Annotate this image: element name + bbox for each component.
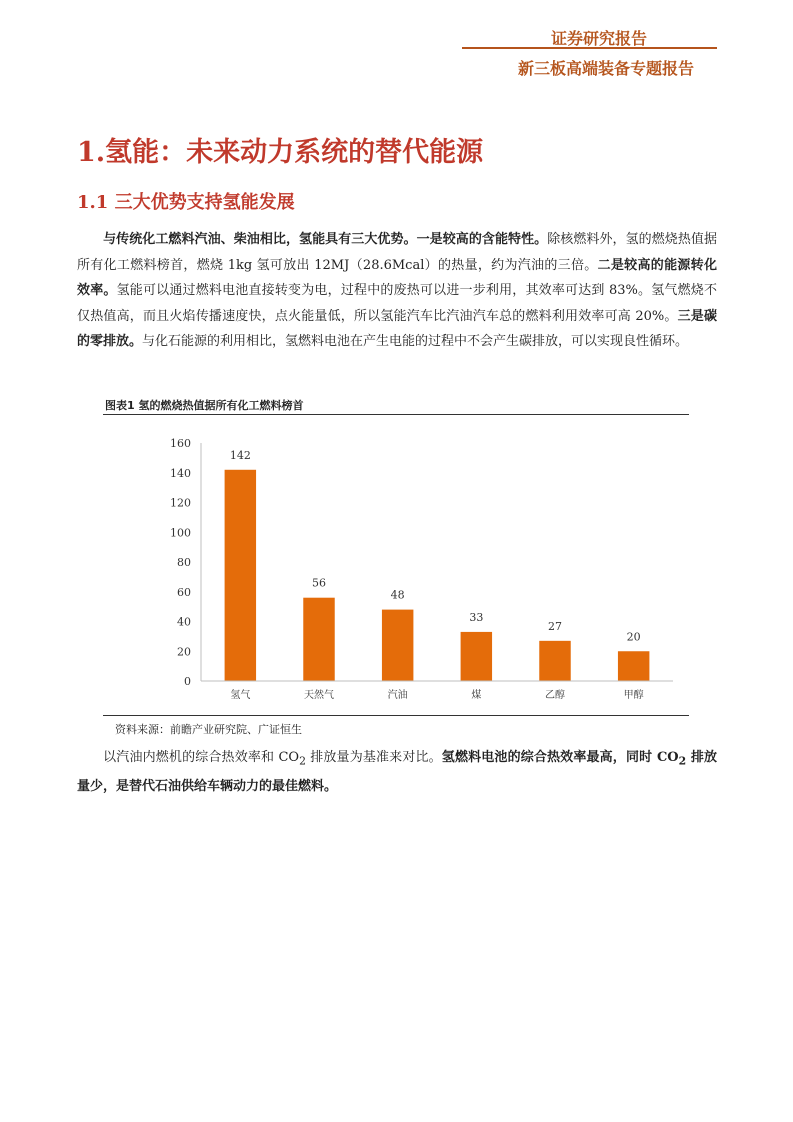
- bar-data-label: 27: [548, 619, 562, 633]
- bar-series: [225, 449, 650, 681]
- y-tick-label: 100: [170, 526, 191, 540]
- advantage-1-text: 除核燃料外，氢的燃烧热值据所有化工燃料榜首，燃烧 1kg 氢可放出 12MJ（28.6Mcal）的热量，约为汽油的三倍。: [77, 232, 717, 273]
- advantage-3-heading: 三是碳的零排放。: [77, 308, 717, 349]
- report-series: 新三板高端装备专题报告: [517, 59, 694, 78]
- co2-subscript-2: 2: [678, 754, 687, 768]
- advantage-2-heading: 二是较高的能源转化效率。: [77, 257, 717, 298]
- report-type: 证券研究报告: [550, 29, 647, 48]
- bar-data-label: 33: [469, 610, 484, 624]
- x-category-label: 乙醇: [545, 690, 565, 701]
- bar-data-label: 56: [312, 576, 326, 590]
- x-category-label: 汽油: [387, 690, 408, 701]
- x-category-label: 氢气: [230, 690, 251, 701]
- comparison-text-2: 排放量为基准来对比。: [305, 750, 442, 765]
- comparison-conclusion-1: 氢燃料电池的综合热效率最高，同时 CO: [441, 750, 679, 765]
- co2-subscript-1: 2: [299, 754, 306, 768]
- y-tick-label: 140: [170, 466, 191, 480]
- x-category-label: 甲醇: [623, 690, 644, 701]
- bar: [225, 470, 256, 681]
- advantage-2-text: 氢能可以通过燃料电池直接转变为电，过程中的废热可以进一步利用，其效率可达到 83%。氢气燃烧不仅热值高，而且火焰传播速度快，点火能量低，所以氢能汽车比汽油汽车总的燃料利用效率可高 20%。: [77, 283, 717, 324]
- y-tick-label: 0: [184, 675, 191, 688]
- heat-value-bar-chart: [103, 418, 689, 713]
- paragraph-advantages: [77, 227, 717, 355]
- x-axis: [201, 681, 673, 701]
- comparison-text-1: 以汽油内燃机的综合热效率和 CO: [103, 750, 300, 765]
- figure-top-rule: [103, 414, 689, 415]
- bar-data-label: 142: [229, 448, 251, 462]
- y-axis: [170, 437, 201, 688]
- figure-bottom-rule: [103, 715, 689, 716]
- paragraph-comparison: [77, 745, 717, 800]
- y-tick-label: 60: [177, 585, 191, 599]
- bar: [539, 641, 570, 681]
- section-title: 1.氢能：未来动力系统的替代能源: [77, 137, 484, 168]
- bar-data-label: 48: [390, 588, 405, 602]
- figure-source: 资料来源：前瞻产业研究院、广证恒生: [115, 723, 302, 736]
- subsection-title: 1.1 三大优势支持氢能发展: [77, 192, 295, 213]
- figure-title: 图表1 氢的燃烧热值据所有化工燃料榜首: [105, 399, 304, 412]
- header-divider: [462, 47, 717, 49]
- y-tick-label: 80: [177, 556, 191, 569]
- advantage-3-text: 与化石能源的利用相比，氢燃料电池在产生电能的过程中不会产生碳排放，可以实现良性循环。: [142, 334, 689, 349]
- bar-data-label: 20: [626, 630, 641, 644]
- x-category-label: 煤: [471, 690, 482, 701]
- bar: [461, 632, 492, 681]
- bar: [618, 651, 649, 681]
- advantage-intro: 与传统化工燃料汽油、柴油相比，氢能具有三大优势。一是较高的含能特性。: [103, 232, 548, 247]
- bar: [382, 610, 413, 681]
- bar: [303, 598, 334, 681]
- x-category-label: 天然气: [304, 690, 334, 701]
- comparison-conclusion-2: 排放量少，是替代石油供给车辆动力的最佳燃料。: [77, 750, 718, 795]
- y-tick-label: 120: [170, 496, 191, 510]
- y-tick-label: 20: [177, 645, 191, 659]
- y-tick-label: 40: [177, 615, 191, 629]
- y-tick-label: 160: [170, 437, 191, 450]
